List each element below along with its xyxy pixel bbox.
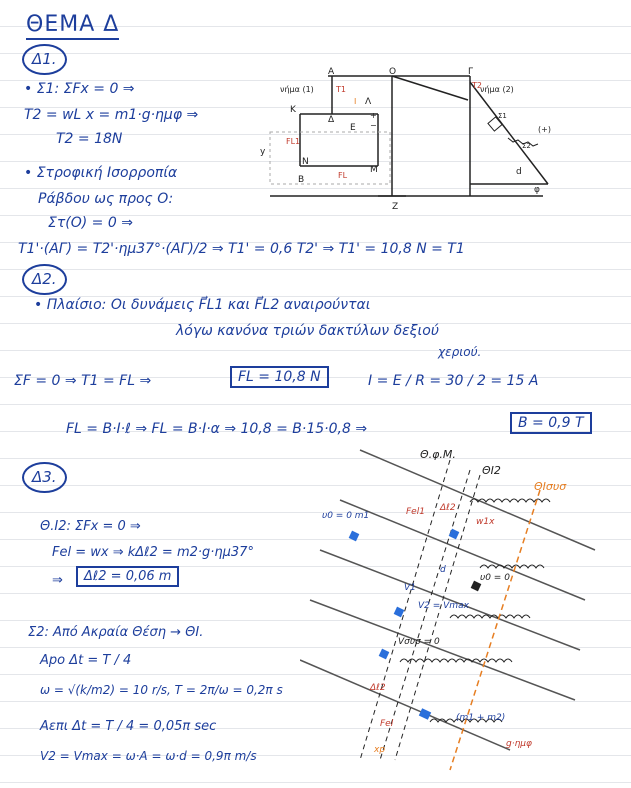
d2-line3a: ΣF = 0 ⇒ T1 = FL ⇒ <box>14 373 152 389</box>
label-K: K <box>290 105 296 115</box>
d1-line2: T2 = wL x = m1·g·ημφ ⇒ <box>24 107 199 123</box>
d3-line3a: ⇒ <box>52 573 63 588</box>
d3-line5: Αpo Δt = T / 4 <box>40 653 132 668</box>
label-rope2: νήμα (2) <box>480 85 514 94</box>
label-rope1: νήμα (1) <box>280 85 314 94</box>
label-L: Λ <box>365 97 372 107</box>
label-T2: T2 <box>472 81 482 90</box>
d3-line1: Θ.Ι2: ΣFx = 0 ⇒ <box>40 519 141 534</box>
label-theta-i2: ΘΙ2 <box>482 464 501 477</box>
d3-line8: V2 = Vmax = ω·A = ω·d = 0,9π m/s <box>40 749 257 763</box>
d2-b-result-box: B = 0,9 T <box>510 412 592 434</box>
d2-line1: • Πλαίσιο: Οι δυνάμεις F⃗L1 και F⃗L2 αναιρούνται <box>34 297 371 313</box>
d3-dl2-result-box: Δℓ2 = 0,06 m <box>76 566 179 587</box>
label-minus-sign: − <box>370 121 377 130</box>
label-plus-sign: + <box>370 111 377 120</box>
d3-line4: Σ2: Από Ακραία Θέση → ΘΙ. <box>28 625 204 640</box>
label-O: O <box>389 67 397 77</box>
label-fel1: Fel1 <box>406 507 425 517</box>
label-I: I <box>354 97 357 106</box>
label-plus: (+) <box>538 125 551 134</box>
d3-line6: ω = √(k/m2) = 10 r/s, T = 2π/ω = 0,2π s <box>40 683 283 697</box>
label-E: E <box>350 123 356 133</box>
label-v0: υ0 = 0 <box>480 573 510 583</box>
label-v1: V1 <box>404 583 416 593</box>
label-gsin: g·ημφ <box>506 739 532 749</box>
d2-line2b: χεριού. <box>438 345 482 359</box>
label-dl2b: Δℓ2 <box>370 683 386 693</box>
page-title: ΘΕΜΑ Δ <box>26 14 119 40</box>
label-d: d <box>516 167 522 177</box>
label-sigma1: Σ1 <box>498 112 507 120</box>
label-sigma2: Σ2 <box>522 142 531 150</box>
section-d2-label: Δ2. <box>22 264 67 295</box>
d1-line1: • Σ1: ΣFx = 0 ⇒ <box>24 81 135 97</box>
label-A: A <box>328 67 335 77</box>
setup-diagram <box>258 64 558 214</box>
label-m1m2: (m1 + m2) <box>456 713 506 723</box>
d2-fl-result-box: FL = 10,8 N <box>230 366 329 388</box>
label-M: M <box>370 165 378 175</box>
label-B: B <box>298 175 305 185</box>
d1-line5: Ράβδου ως προς O: <box>38 191 174 207</box>
d3-line2: Fel = wx ⇒ kΔℓ2 = m2·g·ημ37° <box>52 545 254 560</box>
d2-line3b: I = Ε / R = 30 / 2 = 15 A <box>368 373 539 389</box>
label-T1: T1 <box>336 85 346 94</box>
label-FL: FL <box>338 171 348 180</box>
d2-line2: λόγω κανόνα τριών δακτύλων δεξιού <box>176 323 439 339</box>
inclined-positions-diagram <box>300 440 600 780</box>
label-phi: φ <box>534 185 540 195</box>
label-theta-isys: ΘΙσυσ <box>534 480 567 493</box>
label-xp: xp <box>374 745 386 755</box>
label-w1x: w1x <box>476 517 495 527</box>
label-Z: Z <box>392 202 399 212</box>
label-d: d <box>440 565 446 575</box>
d3-line7: Αεπι Δt = T / 4 = 0,05π sec <box>40 719 217 734</box>
label-y: y <box>260 147 266 157</box>
label-G: Γ <box>468 67 474 77</box>
label-D: Δ <box>328 115 335 125</box>
section-d1-label: Δ1. <box>22 44 67 75</box>
d1-line6: Στ(O) = 0 ⇒ <box>48 215 133 231</box>
label-v2: V2 = Vmax <box>418 601 469 611</box>
d1-line7: T1'·(ΑΓ) = T2'·ημ37°·(ΑΓ)/2 ⇒ T1' = 0,6 T2' ⇒ T1' = 10,8 N = T1 <box>18 241 465 257</box>
d1-line4: • Στροφική Ισορροπία <box>24 165 178 181</box>
d1-line3: T2 = 18N <box>56 131 123 147</box>
label-N: N <box>302 157 309 167</box>
label-v0-m1: υ0 = 0 m1 <box>322 511 370 521</box>
label-fel: Fel <box>380 719 394 729</box>
d2-line4a: FL = B·I·ℓ ⇒ FL = B·I·α ⇒ 10,8 = B·15·0,8 ⇒ <box>66 421 368 437</box>
label-dl2: Δℓ2 <box>440 503 456 513</box>
label-theta-phi-m: Θ.φ.Μ. <box>420 448 456 461</box>
label-vsys: Vσυσ = 0 <box>398 637 440 647</box>
section-d3-label: Δ3. <box>22 462 67 493</box>
label-FL1: FL1 <box>286 137 301 146</box>
